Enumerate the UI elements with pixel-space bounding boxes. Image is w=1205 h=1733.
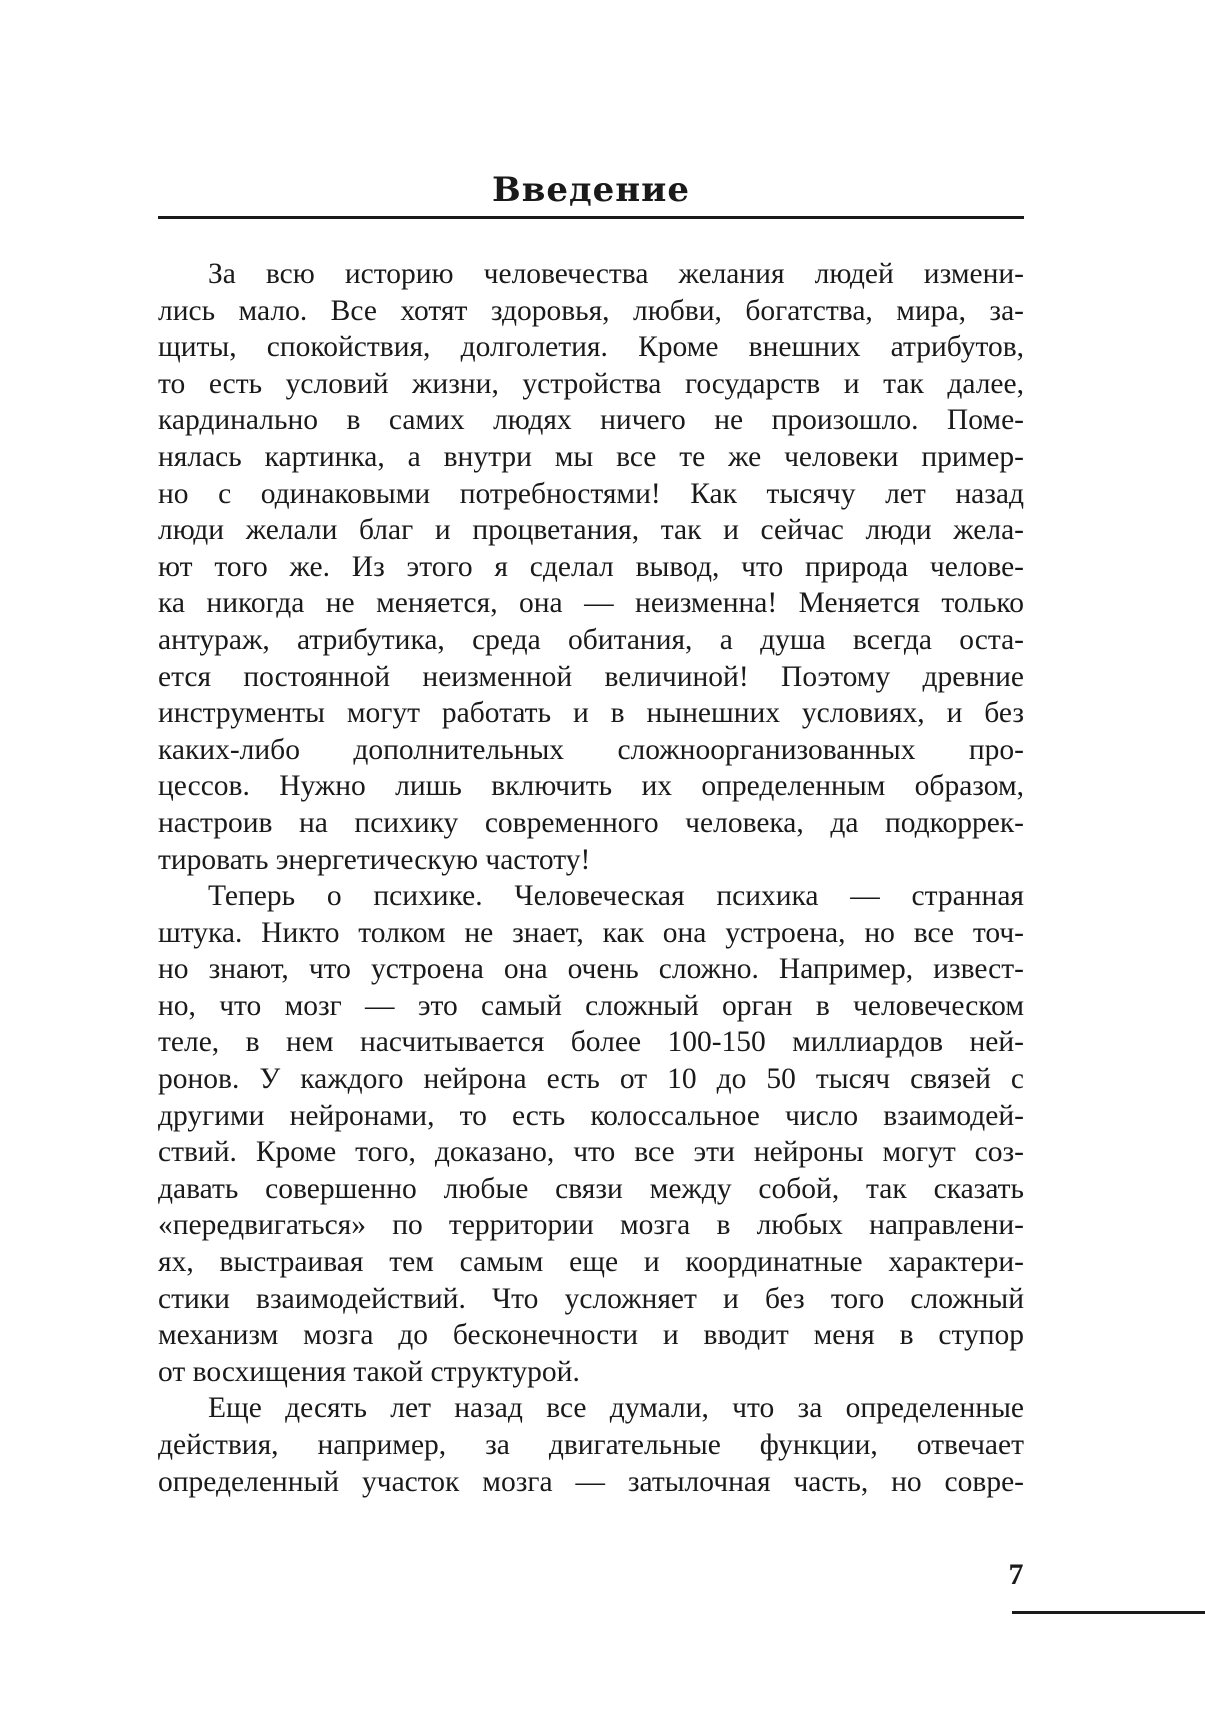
text-line: Теперь о психике. Человеческая психика — странная [208, 880, 1024, 913]
title-divider [158, 216, 1024, 219]
text-line: ется постоянной неизменной величиной! Поэтому древние [158, 660, 1024, 693]
text-line: но знают, что устроена она очень сложно. Например, извест- [158, 953, 1024, 986]
text-line: то есть условий жизни, устройства государств и так далее, [158, 367, 1024, 400]
text-line: настроив на психику современного человека, да подкоррек- [158, 806, 1024, 839]
text-line: ка никогда не меняется, она — неизменна! Меняется только [158, 587, 1024, 620]
text-line: но с одинаковыми потребностями! Как тысячу лет назад [158, 477, 1024, 510]
chapter-title: Введение [491, 170, 691, 210]
text-line: кардинально в самих людях ничего не произошло. Поме- [158, 404, 1024, 437]
text-line: антураж, атрибутика, среда обитания, а душа всегда оста- [158, 623, 1024, 656]
text-line: но, что мозг — это самый сложный орган в человеческом [158, 989, 1024, 1022]
text-line: люди желали благ и процветания, так и сейчас люди жела- [158, 514, 1024, 547]
text-line: давать совершенно любые связи между собой, так сказать [158, 1172, 1024, 1205]
text-line: теле, в нем насчитывается более 100-150 миллиардов ней- [158, 1026, 1024, 1059]
text-line: тировать энергетическую частоту! [158, 843, 591, 876]
text-line: ях, выстраивая тем самым еще и координатные характери- [158, 1246, 1024, 1279]
text-line: лись мало. Все хотят здоровья, любви, богатства, мира, за- [158, 294, 1024, 327]
text-line: механизм мозга до бесконечности и вводит меня в ступор [158, 1319, 1024, 1352]
text-line: ронов. У каждого нейрона есть от 10 до 50 тысяч связей с [158, 1063, 1024, 1096]
text-line: стики взаимодействий. Что усложняет и без того сложный [158, 1282, 1024, 1315]
text-line: За всю историю человечества желания людей измени- [208, 258, 1024, 290]
page-number: 7 [1008, 1558, 1024, 1591]
text-line: определенный участок мозга — затылочная часть, но совре- [158, 1465, 1024, 1498]
text-line: ствий. Кроме того, доказано, что все эти нейроны могут соз- [158, 1136, 1024, 1169]
text-line: Еще десять лет назад все думали, что за определенные [208, 1392, 1024, 1425]
text-line: щиты, спокойствия, долголетия. Кроме внешних атрибутов, [158, 331, 1024, 364]
footer-divider [1012, 1611, 1205, 1614]
text-line: инструменты могут работать и в нынешних условиях, и без [158, 697, 1024, 730]
text-line: «передвигаться» по территории мозга в любых направлени- [158, 1209, 1024, 1242]
text-line: каких-либо дополнительных сложноорганизованных про- [158, 733, 1024, 766]
text-line: ют того же. Из этого я сделал вывод, что природа челове- [158, 550, 1024, 583]
text-line: цессов. Нужно лишь включить их определенным образом, [158, 770, 1024, 803]
text-line: другими нейронами, то есть колоссальное число взаимодей- [158, 1099, 1024, 1132]
text-line: действия, например, за двигательные функции, отвечает [158, 1429, 1024, 1461]
body-text [158, 256, 1024, 1500]
text-line: от восхищения такой структурой. [158, 1355, 580, 1388]
text-line: нялась картинка, а внутри мы все те же человеки пример- [158, 440, 1024, 473]
text-line: штука. Никто толком не знает, как она устроена, но все точ- [158, 916, 1024, 949]
